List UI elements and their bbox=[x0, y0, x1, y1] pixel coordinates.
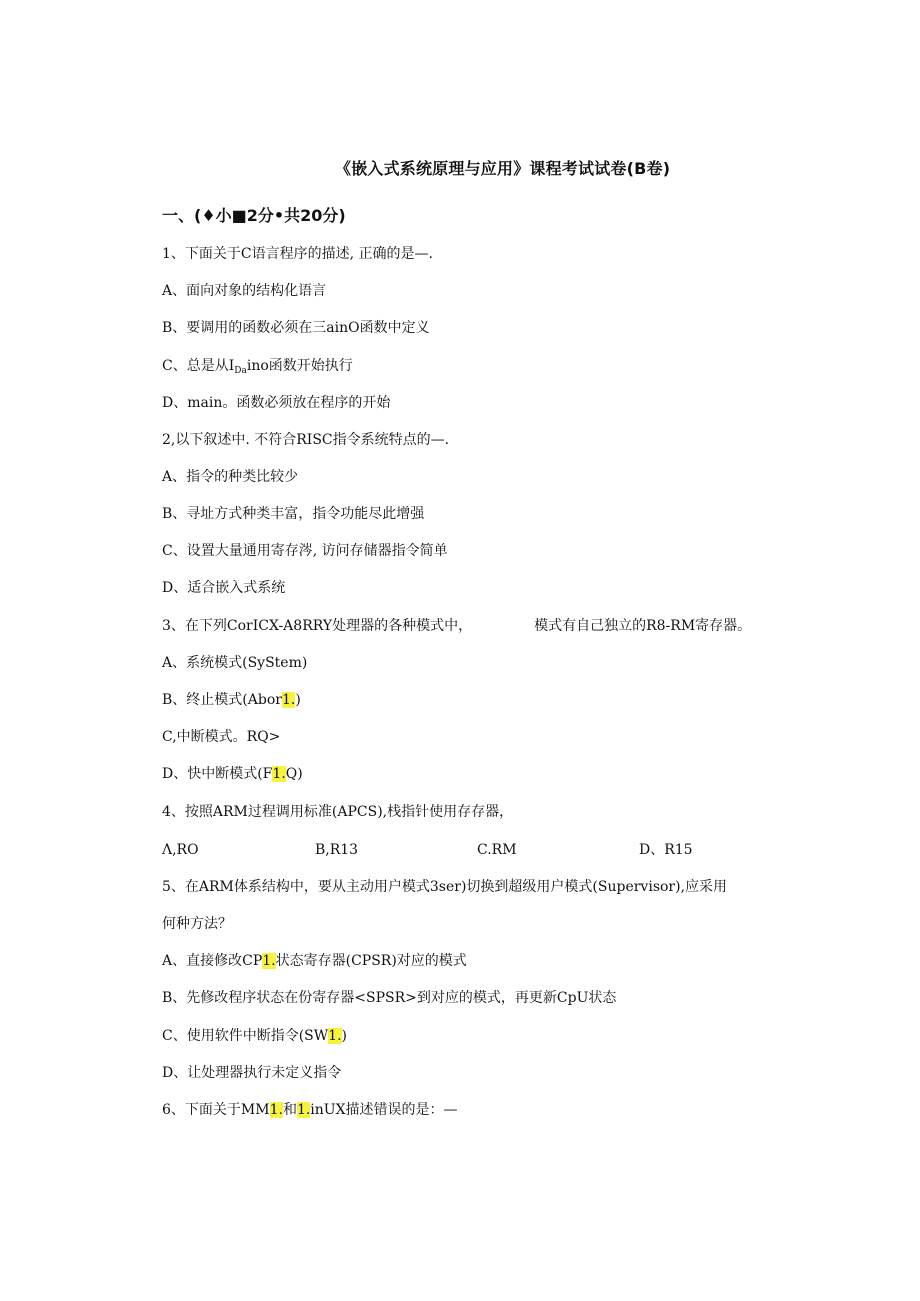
stem-text: inUX描述错误的是：— bbox=[310, 1102, 458, 1118]
question-1-stem: 1、下面关于C语言程序的描述, 正确的是—. bbox=[162, 246, 433, 262]
stem-text: 6、下面关于MM bbox=[162, 1102, 270, 1118]
question-3-option-a: A、系统模式(SyStem) bbox=[162, 655, 308, 671]
question-2-option-d: D、适合嵌入式系统 bbox=[162, 580, 286, 596]
page-title: 《嵌入式系统原理与应用》课程考试试卷(B卷) bbox=[335, 159, 671, 178]
question-5-stem-line-1: 5、在ARM体系结构中，要从主动用户模式3ser)切换到超级用户模式(Supervisor),应采用 bbox=[162, 879, 728, 895]
question-2-stem: 2,以下叙述中. 不符合RISC指令系统特点的—. bbox=[162, 432, 450, 448]
question-4-option-a: Λ,RO bbox=[162, 842, 199, 858]
option-text: B、终止模式(Abor bbox=[162, 692, 282, 708]
question-5-option-a bbox=[162, 951, 467, 971]
question-1-option-c bbox=[162, 356, 353, 381]
option-text: Q) bbox=[285, 766, 303, 782]
question-1-option-b: B、要调用的函数必须在三ainO函数中定义 bbox=[162, 320, 430, 336]
question-4-option-c: C.RM bbox=[477, 842, 517, 858]
option-text: ) bbox=[295, 692, 301, 708]
question-2-option-c: C、设置大量通用寄存涔, 访问存储器指令简单 bbox=[162, 543, 448, 559]
option-text: D、快中断模式(F bbox=[162, 766, 273, 782]
highlighted-text: 1. bbox=[269, 1102, 283, 1118]
question-4-option-b: B,R13 bbox=[315, 842, 359, 858]
question-5-stem-line-2: 何种方法？ bbox=[162, 916, 232, 932]
question-5-option-b: B、先修改程序状态在份寄存器<SPSR>到对应的模式，再更新CpU状态 bbox=[162, 990, 617, 1006]
question-4-option-d: D、R15 bbox=[639, 842, 693, 858]
question-4-stem: 4、按照ARM过程调用标准(APCS),栈指针使用存存器， bbox=[162, 804, 514, 820]
highlighted-text: 1. bbox=[328, 1028, 342, 1044]
question-3-option-c: C,中断模式。RQ> bbox=[162, 729, 281, 745]
question-3-stem bbox=[162, 616, 751, 636]
stem-text: 3、在下列CorICX-A8RRY处理器的各种模式中， bbox=[162, 618, 473, 634]
question-5-option-d: D、让处理器执行未定义指令 bbox=[162, 1065, 342, 1081]
highlighted-text: 1. bbox=[281, 692, 296, 708]
question-6-stem bbox=[162, 1100, 458, 1120]
question-2-option-b: B、寻址方式种类丰富，指令功能尽此增强 bbox=[162, 506, 425, 522]
option-text: 状态寄存器(CPSR)对应的模式 bbox=[275, 953, 467, 969]
question-3-option-b bbox=[162, 690, 301, 710]
question-1-option-a: A、面向对象的结构化语言 bbox=[162, 283, 327, 299]
option-text: ) bbox=[341, 1028, 347, 1044]
option-text: A、直接修改CP bbox=[162, 953, 263, 969]
section-heading: 一、(♦小■2分•共20分) bbox=[162, 206, 346, 225]
question-4-options bbox=[162, 840, 722, 860]
highlighted-text: 1. bbox=[262, 953, 276, 969]
question-2-option-a: A、指令的种类比较少 bbox=[162, 469, 299, 485]
option-text: C、总是从I bbox=[162, 358, 235, 374]
question-5-option-c bbox=[162, 1026, 347, 1046]
question-3-option-d bbox=[162, 764, 303, 784]
question-1-option-d: D、main。函数必须放在程序的开始 bbox=[162, 395, 391, 411]
stem-text: 模式有自己独立的R8-RM寄存器。 bbox=[534, 618, 752, 634]
stem-text: 和 bbox=[282, 1102, 297, 1118]
highlighted-text: 1. bbox=[272, 766, 286, 782]
subscript-text: Da bbox=[234, 366, 247, 376]
highlighted-text: 1. bbox=[296, 1102, 311, 1118]
option-text: C、使用软件中断指令(SW bbox=[162, 1028, 329, 1044]
option-text: ino函数开始执行 bbox=[246, 358, 353, 374]
